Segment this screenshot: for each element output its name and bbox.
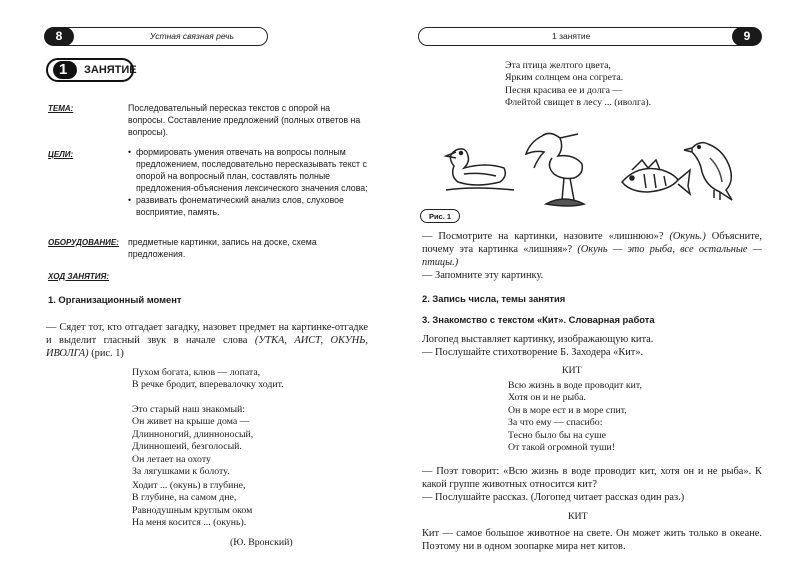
story-title: КИТ (568, 511, 588, 522)
section-heading: 3. Знакомство с текстом «Кит». Словарная работа (422, 314, 655, 325)
poem-author: (Ю. Вронский) (230, 537, 293, 548)
topic-label: ТЕМА: (48, 104, 74, 113)
course-label: ХОД ЗАНЯТИЯ: (48, 272, 110, 281)
section-heading: 1. Организационный момент (48, 294, 182, 305)
riddle-poem: Это старый наш знакомый: Он живет на крыше дома — Длинноногий, длинноносый, Длинношеий, безголосый. Он летает на охоту За лягушками к болоту. (132, 404, 254, 478)
paragraph: Логопед выставляет картинку, изображающую кита. — Послушайте стихотворение Б. Заходера «Кит». (422, 334, 654, 358)
right-page (400, 0, 800, 577)
goal-item: • формировать умения отвечать на вопросы полным предложением, последовательно пересказывать текст с опорой на вопросный план, составлять полные предложения-объяснения лексического значения слова; (128, 146, 370, 194)
paragraph: Кит — самое большое животное на свете. Он может жить только в океане. Поэтому ни в одном зоопарке мира нет китов. (422, 528, 762, 552)
header-title: Устная связная речь (150, 31, 235, 41)
goals-list (128, 146, 370, 218)
equipment-label: ОБОРУДОВАНИЕ: (48, 238, 119, 247)
question-paragraph: — Посмотрите на картинки, назовите «лишнюю»? (Окунь.) Объясните, почему эта картинка «лишняя»? (Окунь — это рыба, все остальные — птицы.) — Запомните эту картинку. (422, 231, 762, 281)
goals-label: ЦЕЛИ: (48, 150, 74, 159)
page-number: 8 (44, 27, 74, 46)
riddle-poem: Пухом богата, клюв — лопата, В речке бродит, вперевалочку ходит. (132, 367, 284, 391)
paragraph: — Поэт говорит: «Всю жизнь в воде проводит кит, хотя он и не рыба». К какой группе животных относится кит? — Послушайте рассказ. (Логопед читает рассказ один раз.) (422, 466, 762, 503)
perch-drawing (622, 160, 690, 194)
figure-label: Рис. 1 (420, 209, 460, 223)
poem-title: КИТ (562, 365, 582, 376)
riddle-poem: Ходит ... (окунь) в глубине, В глубине, на самом дне, Равнодушным круглым оком На меня косится ... (окунь). (132, 480, 253, 529)
goal-item: • развивать фонематический анализ слов, слуховое восприятие, память. (128, 194, 370, 218)
whale-poem: Всю жизнь в воде проводит кит, Хотя он и не рыба. Он в море ест и в море спит, За что ему — спасибо: Тесно было бы на суше От такой огромной туши! (508, 380, 642, 454)
equipment-text: предметные картинки, запись на доске, схема предложения. (128, 237, 317, 259)
lesson-word: ЗАНЯТИЕ (84, 64, 137, 76)
duck-drawing (446, 149, 514, 190)
section-heading: 2. Запись числа, темы занятия (422, 293, 566, 304)
oriole-drawing (684, 143, 732, 200)
figure-rule (420, 216, 760, 217)
riddle-poem: Эта птица желтого цвета, Ярким солнцем она согрета. Песня красива ее и долга — Флейтой свищет в лесу ... (иволга). (505, 60, 652, 109)
header-title: 1 занятие (552, 31, 591, 41)
intro-paragraph: — Сядет тот, кто отгадает загадку, назовет предмет на картинке-отгадке и выделит гласный звук в начале слова (УТКА, АИСТ, ОКУНЬ, ИВОЛГА) (рис. 1) (46, 322, 369, 359)
lesson-number: 1 (59, 61, 68, 78)
lesson-badge (46, 58, 137, 82)
stork-drawing (526, 133, 584, 206)
page-number: 9 (732, 27, 762, 46)
figure-illustration (434, 128, 734, 210)
topic-text: Последовательный пересказ текстов с опорой на вопросы. Составление предложений (полных ответов на вопросы). (128, 103, 361, 137)
